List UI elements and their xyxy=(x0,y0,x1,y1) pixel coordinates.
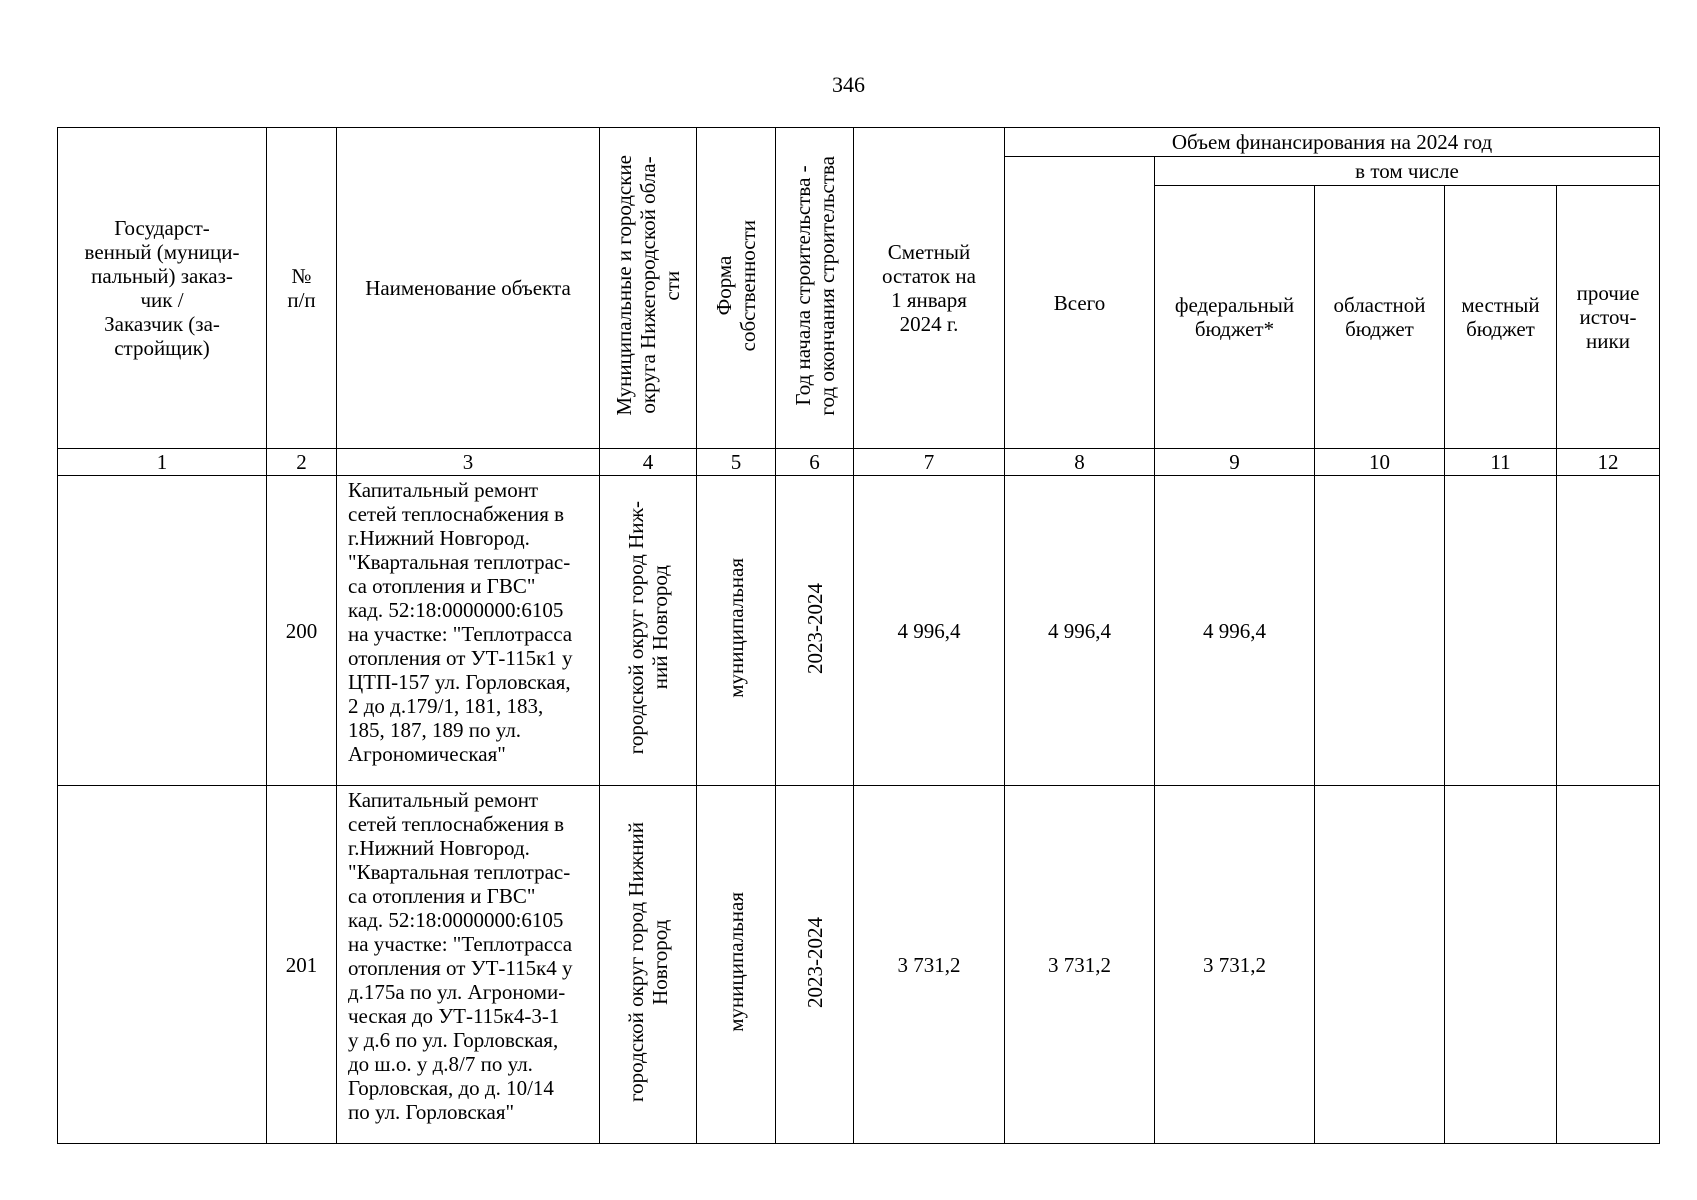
header-district-text: Муниципальные и городские округа Нижегородской обла- сти xyxy=(612,155,684,416)
row-district-text: городской округ город Нижний Новгород xyxy=(624,822,672,1102)
column-number: 5 xyxy=(697,449,776,476)
row-total: 3 731,2 xyxy=(1005,786,1155,1144)
table-row xyxy=(58,476,1660,786)
row-local xyxy=(1445,786,1557,1144)
header-num: № п/п xyxy=(267,128,337,449)
header-total: Всего xyxy=(1005,157,1155,449)
row-total: 4 996,4 xyxy=(1005,476,1155,786)
header-local: местный бюджет xyxy=(1445,186,1557,449)
header-ownership xyxy=(697,128,776,449)
funding-table xyxy=(57,127,1660,1144)
header-other: прочие источ- ники xyxy=(1557,186,1660,449)
row-federal: 4 996,4 xyxy=(1155,476,1315,786)
table-row xyxy=(58,786,1660,1144)
row-ownership-text: муниципальная xyxy=(724,892,748,1032)
row-years-text: 2023-2024 xyxy=(802,916,827,1008)
column-number-row xyxy=(58,449,1660,476)
row-num: 200 xyxy=(267,476,337,786)
row-ownership xyxy=(697,786,776,1144)
header-federal: федеральный бюджет* xyxy=(1155,186,1315,449)
row-num: 201 xyxy=(267,786,337,1144)
row-object-name: Капитальный ремонт сетей теплоснабжения в г.Нижний Новгород. "Квартальная теплотрас- са отопления и ГВС" кад. 52:18:0000000:6105 на участке: "Теплотрасса отопления от УТ-115к4 у д.175а по ул. Агрономи- ческая до УТ-115к4-3-1 у д.6 по ул. Горловская, до ш.о. у д.8/7 по ул. Горловская, до д. 10/14 по ул. Горловская" xyxy=(337,786,600,1144)
row-customer xyxy=(58,476,267,786)
row-local xyxy=(1445,476,1557,786)
column-number: 1 xyxy=(58,449,267,476)
column-number: 6 xyxy=(776,449,854,476)
header-ownership-text: Форма собственности xyxy=(712,219,760,352)
column-number: 7 xyxy=(854,449,1005,476)
row-ownership-text: муниципальная xyxy=(724,558,748,698)
column-number: 10 xyxy=(1315,449,1445,476)
row-years xyxy=(776,786,854,1144)
column-number: 2 xyxy=(267,449,337,476)
header-district xyxy=(600,128,697,449)
header-including: в том числе xyxy=(1155,157,1660,186)
header-years xyxy=(776,128,854,449)
row-years-text: 2023-2024 xyxy=(802,582,827,674)
row-years xyxy=(776,476,854,786)
column-number: 4 xyxy=(600,449,697,476)
row-estimate: 3 731,2 xyxy=(854,786,1005,1144)
row-customer xyxy=(58,786,267,1144)
row-estimate: 4 996,4 xyxy=(854,476,1005,786)
column-number: 8 xyxy=(1005,449,1155,476)
column-number: 11 xyxy=(1445,449,1557,476)
column-number: 3 xyxy=(337,449,600,476)
row-object-name: Капитальный ремонт сетей теплоснабжения в г.Нижний Новгород. "Квартальная теплотрас- са отопления и ГВС" кад. 52:18:0000000:6105 на участке: "Теплотрасса отопления от УТ-115к1 у ЦТП-157 ул. Горловская, 2 до д.179/1, 181, 183, 185, 187, 189 по ул. Агрономическая" xyxy=(337,476,600,786)
header-object-name: Наименование объекта xyxy=(337,128,600,449)
row-regional xyxy=(1315,786,1445,1144)
column-number: 9 xyxy=(1155,449,1315,476)
header-customer: Государст- венный (муници- пальный) заказ- чик / Заказчик (за- стройщик) xyxy=(58,128,267,449)
header-years-text: Год начала строительства - год окончания строительства xyxy=(790,155,839,416)
page-number: 346 xyxy=(832,72,865,97)
row-regional xyxy=(1315,476,1445,786)
row-other xyxy=(1557,476,1660,786)
row-other xyxy=(1557,786,1660,1144)
row-federal: 3 731,2 xyxy=(1155,786,1315,1144)
row-district xyxy=(600,786,697,1144)
header-estimate: Сметный остаток на 1 января 2024 г. xyxy=(854,128,1005,449)
row-district xyxy=(600,476,697,786)
row-district-text: городской округ город Ниж- ний Новгород xyxy=(624,501,672,755)
column-number: 12 xyxy=(1557,449,1660,476)
header-funding-group: Объем финансирования на 2024 год xyxy=(1005,128,1660,157)
row-ownership xyxy=(697,476,776,786)
header-regional: областной бюджет xyxy=(1315,186,1445,449)
